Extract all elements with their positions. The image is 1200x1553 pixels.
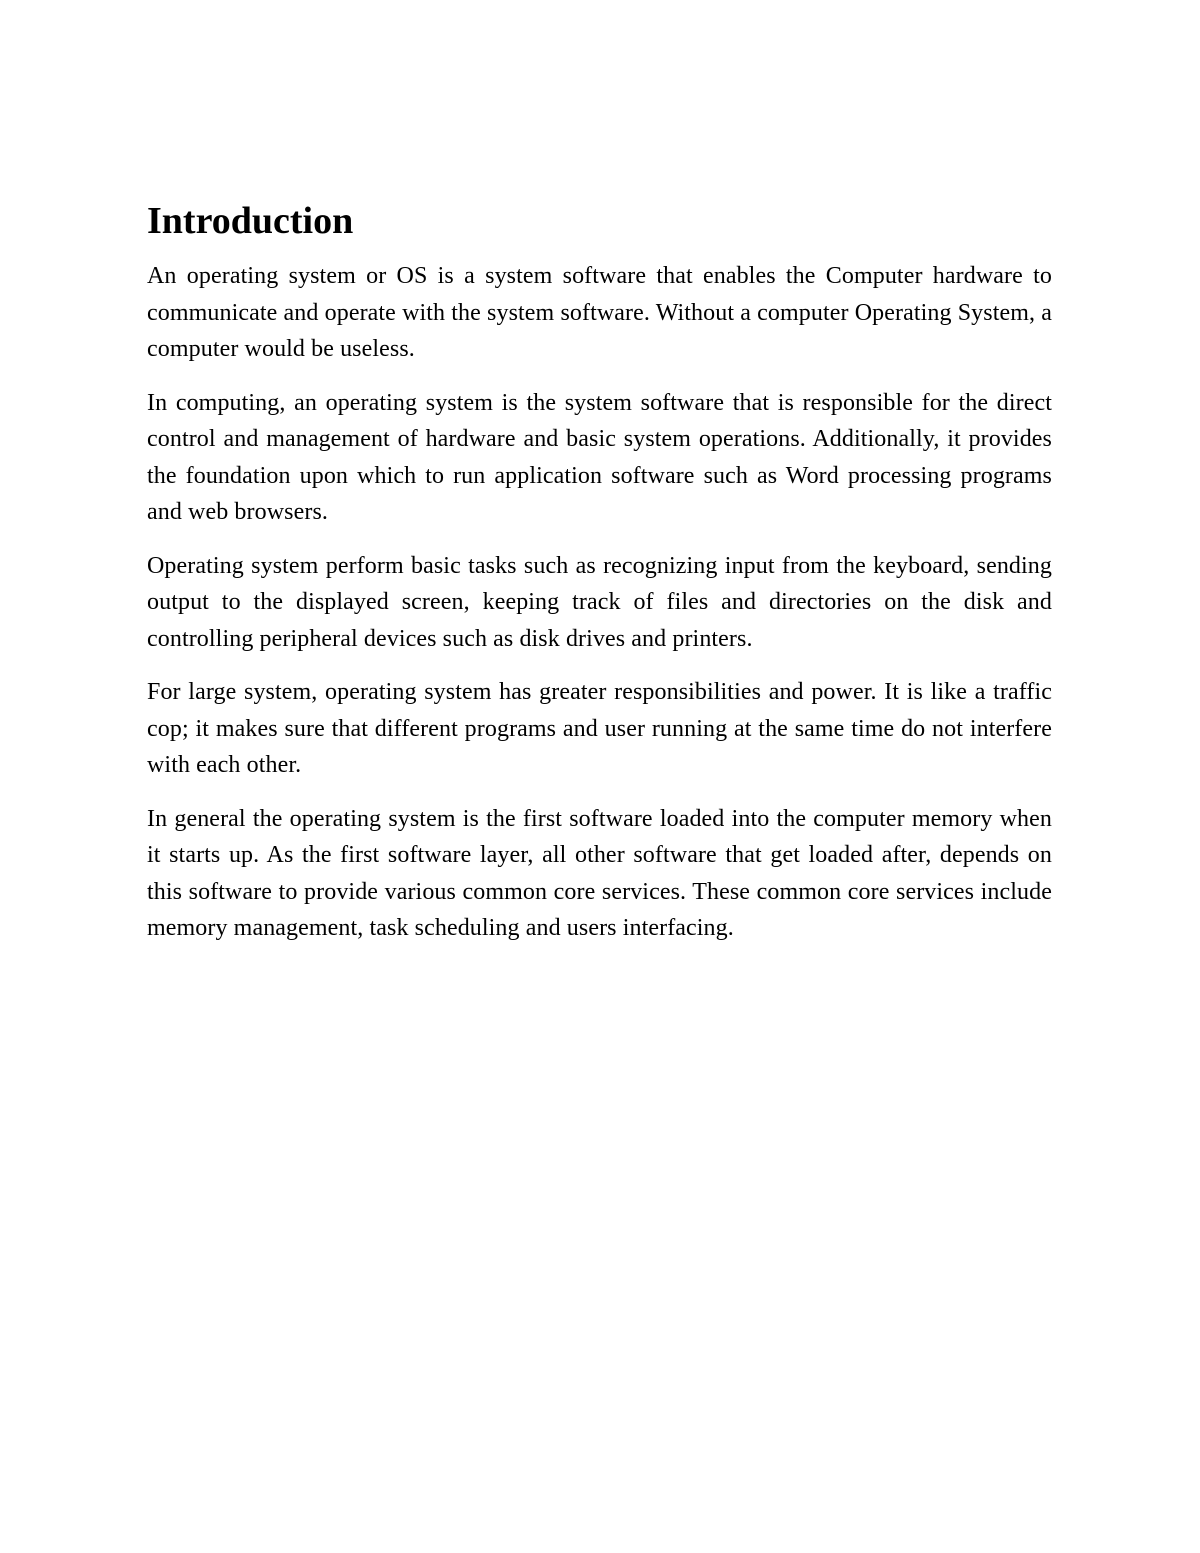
document-body bbox=[147, 198, 1052, 964]
paragraph-3: Operating system perform basic tasks such as recognizing input from the keyboard, sending output to the displayed screen, keeping track of files and directories on the disk and controlling peripheral devices such as disk drives and printers. bbox=[147, 552, 1052, 652]
paragraph-5: In general the operating system is the first software loaded into the computer memory when it starts up. As the first software layer, all other software that get loaded after, depends on this software to provide various common core services. These common core services include memory management, task scheduling and users interfacing. bbox=[147, 805, 1052, 941]
paragraph-2: In computing, an operating system is the system software that is responsible for the direct control and management of hardware and basic system operations. Additionally, it provides the foundation upon which to run application software such as Word processing programs and web browsers. bbox=[147, 389, 1052, 525]
paragraph-4: For large system, operating system has greater responsibilities and power. It is like a traffic cop; it makes sure that different programs and user running at the same time do not interfere with each other. bbox=[147, 679, 1052, 778]
section-heading: Introduction bbox=[147, 200, 354, 242]
paragraph-1: An operating system or OS is a system software that enables the Computer hardware to communicate and operate with the system software. Without a computer Operating System, a computer would be useless. bbox=[147, 263, 1052, 362]
